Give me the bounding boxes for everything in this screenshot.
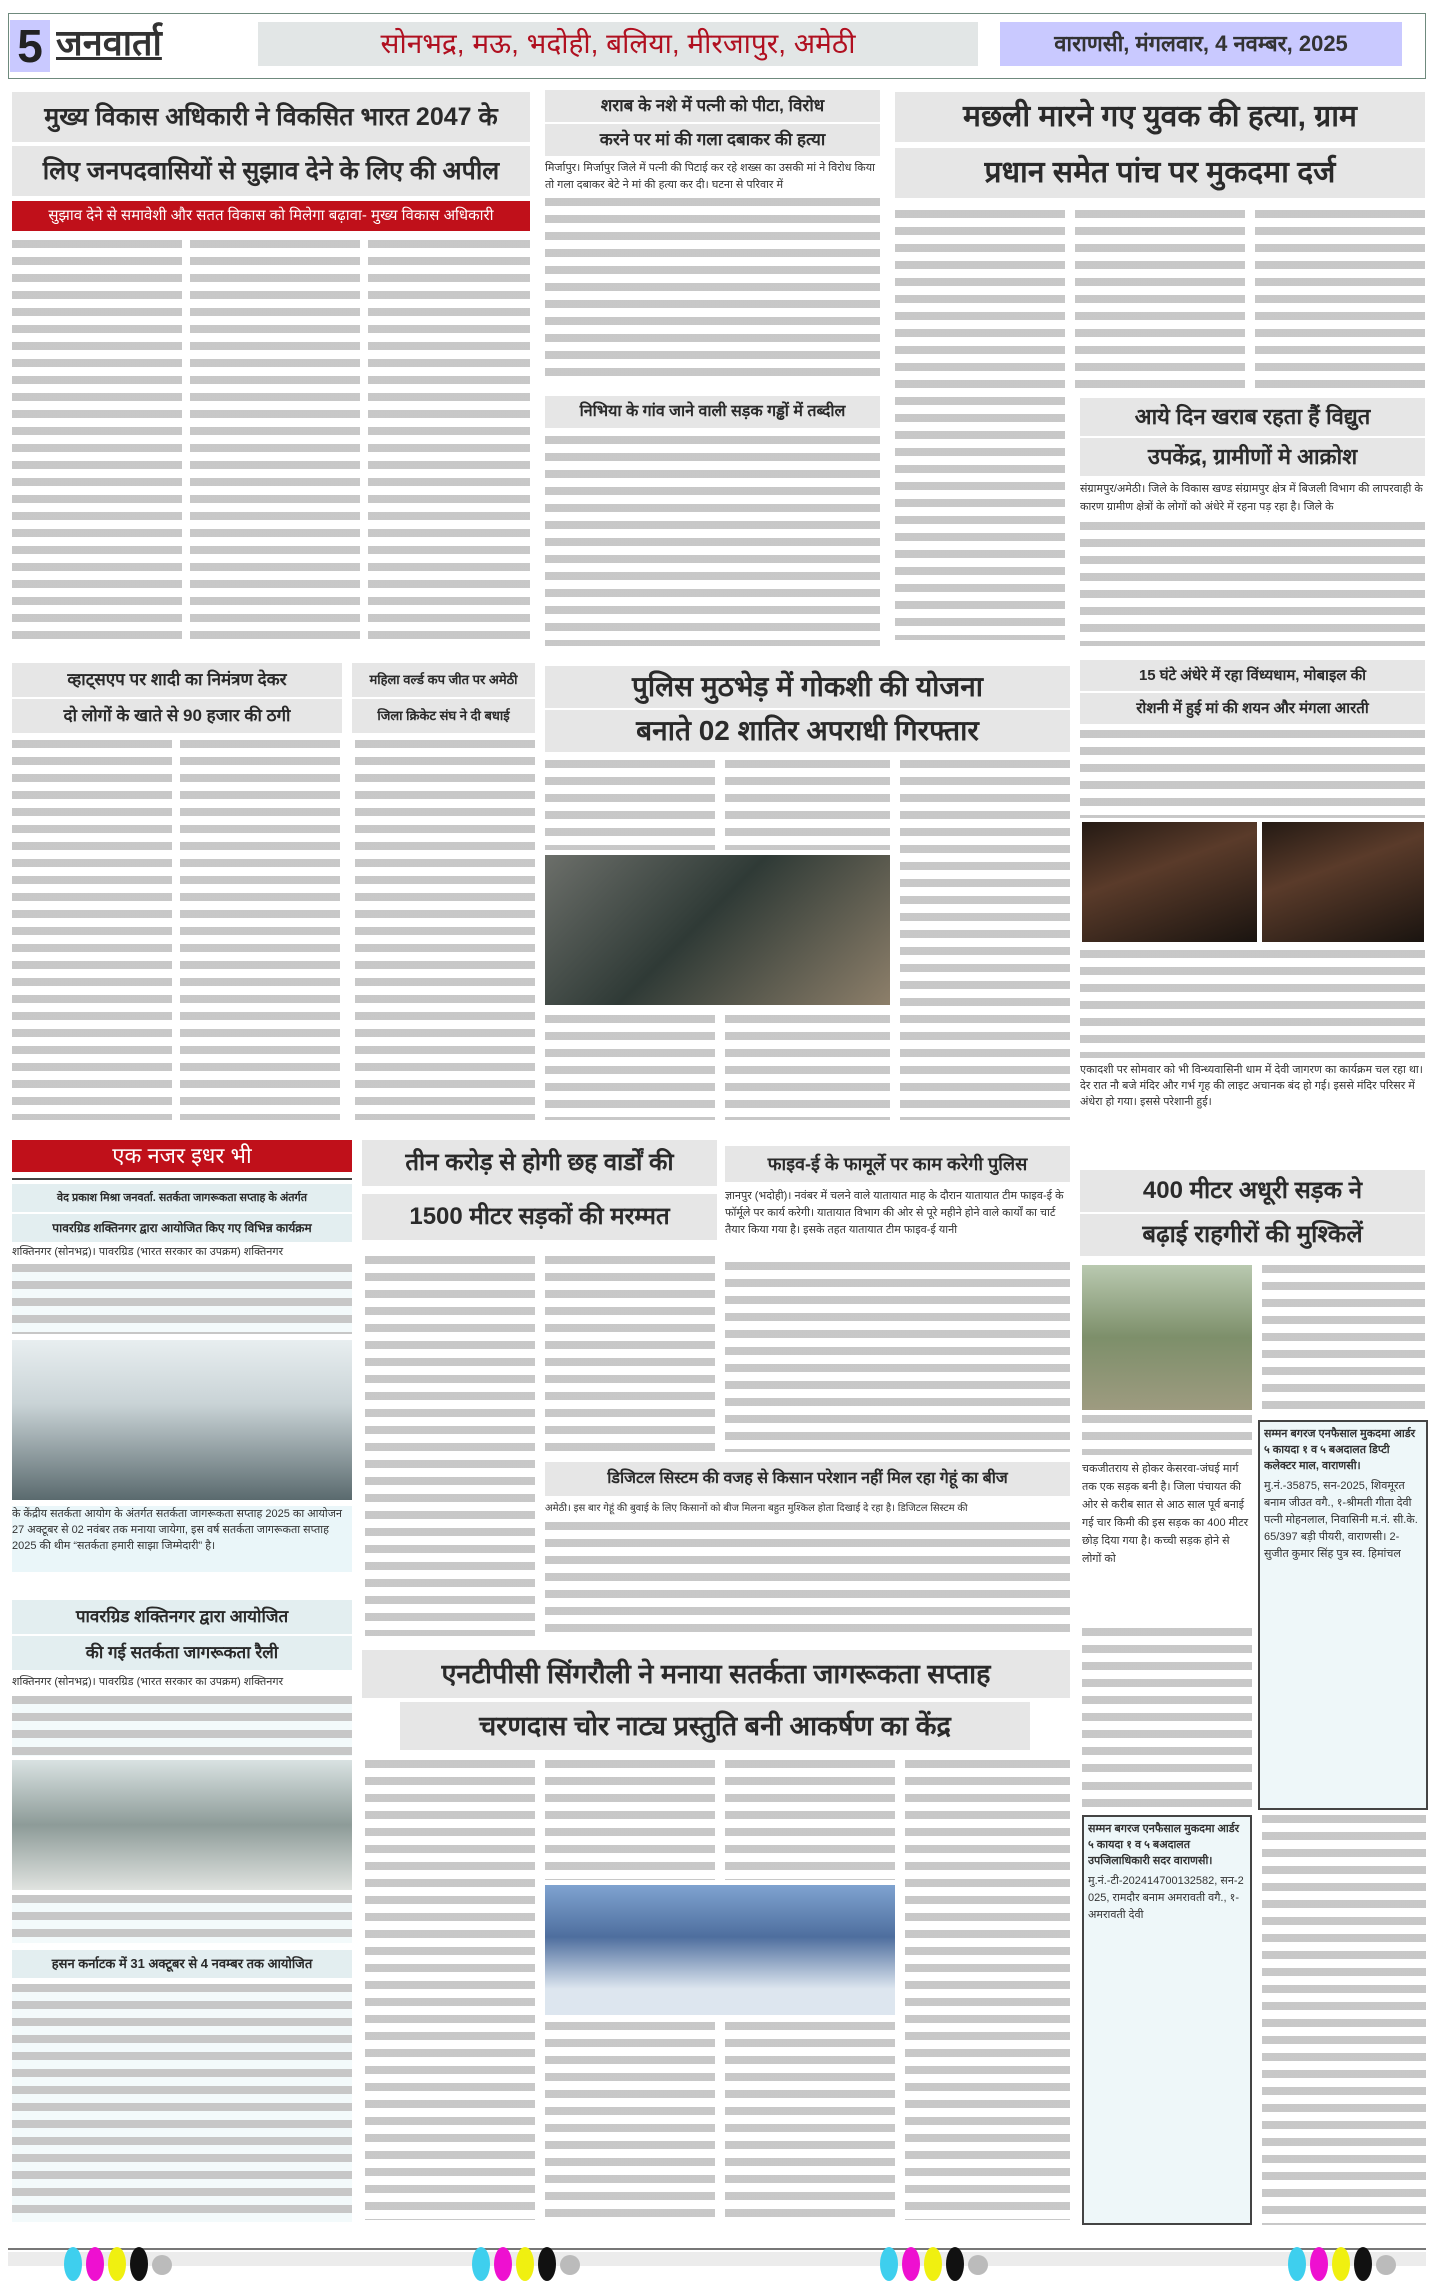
fishing-body-col2 xyxy=(1075,210,1245,390)
digital-seed-headline: डिजिटल सिस्टम की वजह से किसान परेशान नहीं मिल रहा गेहूं का बीज xyxy=(545,1462,1070,1496)
registration-mark xyxy=(1310,2247,1328,2281)
dateline: वाराणसी, मंगलवार, 4 नवम्बर, 2025 xyxy=(1000,22,1402,66)
five-e-body xyxy=(725,1262,1070,1452)
registration-mark xyxy=(880,2247,898,2281)
legal-notice-2 xyxy=(1082,1815,1252,2225)
incomplete-road-body xyxy=(1082,1415,1252,1455)
ek-nazar-lead: शक्तिनगर (सोनभद्र)। पावरग्रिड (भारत सरकार का उपक्रम) शक्तिनगर xyxy=(12,1246,284,1258)
murder-headline-line1: शराब के नशे में पत्नी को पीटा, विरोध xyxy=(545,90,880,122)
legal-notice-1 xyxy=(1258,1420,1428,1810)
legal-notice-1-title: सम्मन बगरज एनफैसाल मुकदमा आर्डर ५ कायदा १ व ५ बअदालत डिप्टी कलेक्टर माल, वाराणसी। xyxy=(1264,1428,1416,1472)
registration-mark xyxy=(64,2247,82,2281)
three-crore-headline-line2: 1500 मीटर सड़कों की मरम्मत xyxy=(362,1194,717,1240)
road-potholes-body xyxy=(545,436,880,646)
vindhyadham-body-top xyxy=(1080,730,1425,818)
registration-mark xyxy=(538,2247,556,2281)
cdo-body-col1 xyxy=(12,240,182,640)
registration-mark xyxy=(86,2247,104,2281)
ek-nazar-photo xyxy=(12,1340,352,1500)
ek-nazar-tail: के केंद्रीय सतर्कता आयोग के अंतर्गत सतर्कता जागरूकता सप्ताह 2025 का आयोजन 27 अक्टूबर से 02 नवंबर तक मनाया जायेगा, इस वर्ष सतर्कता जागरूकता सप्ताह 2025 की थीम “सतर्कता हमारी साझा जिम्मेदारी” है। xyxy=(12,1506,352,1572)
fishing-body-col1 xyxy=(895,210,1065,640)
hasan-body xyxy=(12,1984,352,2222)
vindhyadham-photo-1 xyxy=(1082,822,1257,942)
whatsapp-headline-line1: व्हाट्सएप पर शादी का निमंत्रण देकर xyxy=(12,663,342,697)
edition-districts: सोनभद्र, मऊ, भदोही, बलिया, मीरजापुर, अमेठी xyxy=(258,22,978,66)
road-potholes-headline: निभिया के गांव जाने वाली सड़क गड्ढों में तब्दील xyxy=(545,396,880,428)
ntpc-body-col2 xyxy=(545,1760,715,1880)
power-outage-lead: संग्रामपुर/अमेठी। जिले के विकास खण्ड संग्रामपुर क्षेत्र में बिजली विभाग की लापरवाही के कारण ग्रामीण क्षेत्रों के लोगों को अंधेरे में रहना पड़ रहा है। जिले के xyxy=(1080,483,1423,513)
powergrid-rally-photo xyxy=(12,1760,352,1890)
vindhyadham-body xyxy=(1080,950,1425,1058)
encounter-body-col4 xyxy=(545,1015,715,1120)
powergrid-rally-headline-line2: की गई सतर्कता जागरूकता रैली xyxy=(12,1636,352,1670)
ntpc-body-col5 xyxy=(725,2022,895,2222)
five-e-lead: ज्ञानपुर (भदोही)। नवंबर में चलने वाले यातायात माह के दौरान यातायात टीम फाइव-ई के फॉर्मूले पर कार्य करेगी। यातायात विभाग की ओर से पूरे महीने होने वाले कार्यों का चार्ट तैयार किया गया है। इसके तहत यातायात टीम फाइव-ई यानी xyxy=(725,1190,1064,1236)
three-crore-body-col2 xyxy=(545,1256,715,1456)
registration-mark xyxy=(1332,2247,1350,2281)
incomplete-road-body-3 xyxy=(1082,1782,1252,1810)
ek-nazar-body xyxy=(12,1264,352,1334)
registration-mark xyxy=(516,2247,534,2281)
ntpc-body-col4 xyxy=(545,2022,715,2222)
ek-nazar-headline-line1: वेद प्रकाश मिश्रा जनवर्ता. सतर्कता जागरूकता सप्ताह के अंतर्गत xyxy=(12,1184,352,1212)
digital-seed-body xyxy=(545,1522,1070,1632)
cricket-headline-line1: महिला वर्ल्ड कप जीत पर अमेठी xyxy=(352,663,535,697)
ntpc-body-col1 xyxy=(365,1760,535,2220)
ntpc-headline-line2: चरणदास चोर नाट्य प्रस्तुति बनी आकर्षण का केंद्र xyxy=(400,1702,1030,1750)
encounter-headline-line1: पुलिस मुठभेड़ में गोकशी की योजना xyxy=(545,666,1070,708)
cdo-subhead: सुझाव देने से समावेशी और सतत विकास को मिलेगा बढ़ावा- मुख्य विकास अधिकारी xyxy=(12,201,530,231)
whatsapp-headline-line2: दो लोगों के खाते से 90 हजार की ठगी xyxy=(12,699,342,733)
encounter-body-col3 xyxy=(900,760,1070,1120)
registration-mark xyxy=(1288,2247,1306,2281)
ntpc-photo xyxy=(545,1885,895,2015)
murder-lead: मिर्जापुर। मिर्जापुर जिले में पत्नी की पिटाई कर रहे शख्स का उसकी मां ने विरोध किया तो गला दबाकर बेटे ने मां की हत्या कर दी। घटना से परिवार में xyxy=(545,162,875,191)
legal-notice-1-continued xyxy=(1262,1815,1426,2225)
whatsapp-body-col2 xyxy=(180,740,340,1120)
power-outage-headline-line1: आये दिन खराब रहता हैं विद्युत xyxy=(1080,398,1425,436)
registration-mark xyxy=(494,2247,512,2281)
registration-mark xyxy=(152,2255,172,2275)
vindhyadham-headline-line2: रोशनी में हुई मां की शयन और मंगला आरती xyxy=(1080,693,1425,724)
incomplete-road-photo xyxy=(1082,1265,1252,1410)
page-number: 5 xyxy=(10,20,50,72)
cdo-body-col3 xyxy=(368,240,530,640)
registration-mark xyxy=(560,2255,580,2275)
registration-mark xyxy=(1376,2255,1396,2275)
encounter-headline-line2: बनाते 02 शातिर अपराधी गिरफ्तार xyxy=(545,710,1070,752)
registration-mark xyxy=(130,2247,148,2281)
encounter-photo xyxy=(545,855,890,1005)
encounter-body-col2 xyxy=(725,760,890,850)
ntpc-headline-line1: एनटीपीसी सिंगरौली ने मनाया सतर्कता जागरूकता सप्ताह xyxy=(362,1650,1070,1698)
incomplete-road-body-2 xyxy=(1082,1628,1252,1778)
cricket-headline-line2: जिला क्रिकेट संघ ने दी बधाई xyxy=(352,699,535,733)
legal-notice-2-title: सम्मन बगरज एनफैसाल मुकदमा आर्डर ५ कायदा १ व ५ बअदालत उपजिलाधिकारी सदर वाराणसी। xyxy=(1088,1823,1240,1867)
three-crore-body-col1 xyxy=(365,1256,535,1636)
registration-mark xyxy=(946,2247,964,2281)
three-crore-headline-line1: तीन करोड़ से होगी छह वार्डों की xyxy=(362,1140,717,1186)
ntpc-body-col6 xyxy=(905,1760,1070,2220)
incomplete-road-excerpt: चकजीतराय से होकर केसरवा-जंघई मार्ग तक एक सड़क बनी है। जिला पंचायत की ओर से करीब सात से आठ साल पूर्व बनाई गई चार किमी की इस सड़क का 400 मीटर छोड़ दिया गया है। कच्ची सड़क होने से लोगों को xyxy=(1082,1463,1249,1565)
incomplete-road-headline-line2: बढ़ाई राहगीरों की मुश्किलें xyxy=(1080,1214,1425,1256)
registration-mark xyxy=(108,2247,126,2281)
cdo-body-col2 xyxy=(190,240,360,640)
five-e-headline: फाइव-ई के फामूर्ले पर काम करेगी पुलिस xyxy=(725,1146,1070,1182)
vindhyadham-headline-line1: 15 घंटे अंधेरे में रहा विंध्यधाम, मोबाइल की xyxy=(1080,660,1425,691)
incomplete-road-body-right xyxy=(1262,1265,1425,1410)
fishing-headline-line2: प्रधान समेत पांच पर मुकदमा दर्ज xyxy=(895,148,1425,198)
hasan-headline: हसन कर्नाटक में 31 अक्टूबर से 4 नवम्बर तक आयोजित xyxy=(12,1950,352,1978)
vindhyadham-tail: एकादशी पर सोमवार को भी विन्ध्यवासिनी धाम में देवी जागरण का कार्यक्रम चल रहा था। देर रात नौ बजे मंदिर और गर्भ गृह की लाइट अचानक बंद हो गई। इससे मंदिर परिसर में अंधेरा हो गया। इससे परेशानी हुई। xyxy=(1080,1064,1423,1108)
registration-mark xyxy=(924,2247,942,2281)
ek-nazar-headline-line2: पावरग्रिड शक्तिनगर द्वारा आयोजित किए गए विभिन्न कार्यक्रम xyxy=(12,1214,352,1242)
ntpc-body-col3 xyxy=(725,1760,895,1880)
encounter-body-col5 xyxy=(725,1015,890,1120)
powergrid-rally-body xyxy=(12,1696,352,1756)
whatsapp-body-col1 xyxy=(12,740,172,1120)
legal-notice-1-body: मु.नं.-35875, सन-2025, शिवमूरत बनाम जीउत वगै., १-श्रीमती गीता देवी पत्नी मोहनलाल, निवासिनी म.नं. सी.के. 65/397 बड़ी पीयरी, वाराणसी। 2-सुजीत कुमार सिंह पुत्र स्व. हिमांचल xyxy=(1264,1480,1418,1560)
registration-mark xyxy=(902,2247,920,2281)
cdo-headline-line2: लिए जनपदवासियों से सुझाव देने के लिए की अपील xyxy=(12,146,530,196)
encounter-body-col1 xyxy=(545,760,715,850)
digital-seed-lead: अमेठी। इस बार गेहूं की बुवाई के लिए किसानों को बीज मिलना बहुत मुश्किल होता दिखाई दे रहा है। डिजिटल सिस्टम की xyxy=(545,1503,968,1514)
registration-mark xyxy=(472,2247,490,2281)
incomplete-road-headline-line1: 400 मीटर अधूरी सड़क ने xyxy=(1080,1170,1425,1212)
legal-notice-2-body: मु.नं.-टी-202414700132582, सन-2025, रामदौर बनाम अमरावती वगै., १-अमरावती देवी xyxy=(1088,1875,1244,1921)
fishing-body-col3 xyxy=(1255,210,1425,390)
powergrid-rally-body-2 xyxy=(12,1895,352,1943)
cricket-body xyxy=(355,740,535,1120)
murder-headline-line2: करने पर मां की गला दबाकर की हत्या xyxy=(545,124,880,156)
vindhyadham-photo-2 xyxy=(1262,822,1424,942)
powergrid-rally-lead: शक्तिनगर (सोनभद्र)। पावरग्रिड (भारत सरकार का उपक्रम) शक्तिनगर xyxy=(12,1676,284,1688)
newspaper-logo: जनवार्ता xyxy=(56,22,162,64)
registration-mark xyxy=(1354,2247,1372,2281)
fishing-headline-line1: मछली मारने गए युवक की हत्या, ग्राम xyxy=(895,92,1425,142)
cdo-headline-line1: मुख्य विकास अधिकारी ने विकसित भारत 2047 के xyxy=(12,92,530,142)
powergrid-rally-headline-line1: पावरग्रिड शक्तिनगर द्वारा आयोजित xyxy=(12,1600,352,1634)
section-label-ek-nazar: एक नजर इधर भी xyxy=(12,1140,352,1172)
section-rule xyxy=(12,1178,352,1180)
power-outage-headline-line2: उपकेंद्र, ग्रामीणों मे आक्रोश xyxy=(1080,438,1425,476)
murder-body xyxy=(545,198,880,384)
power-outage-body xyxy=(1080,522,1425,646)
registration-mark xyxy=(968,2255,988,2275)
